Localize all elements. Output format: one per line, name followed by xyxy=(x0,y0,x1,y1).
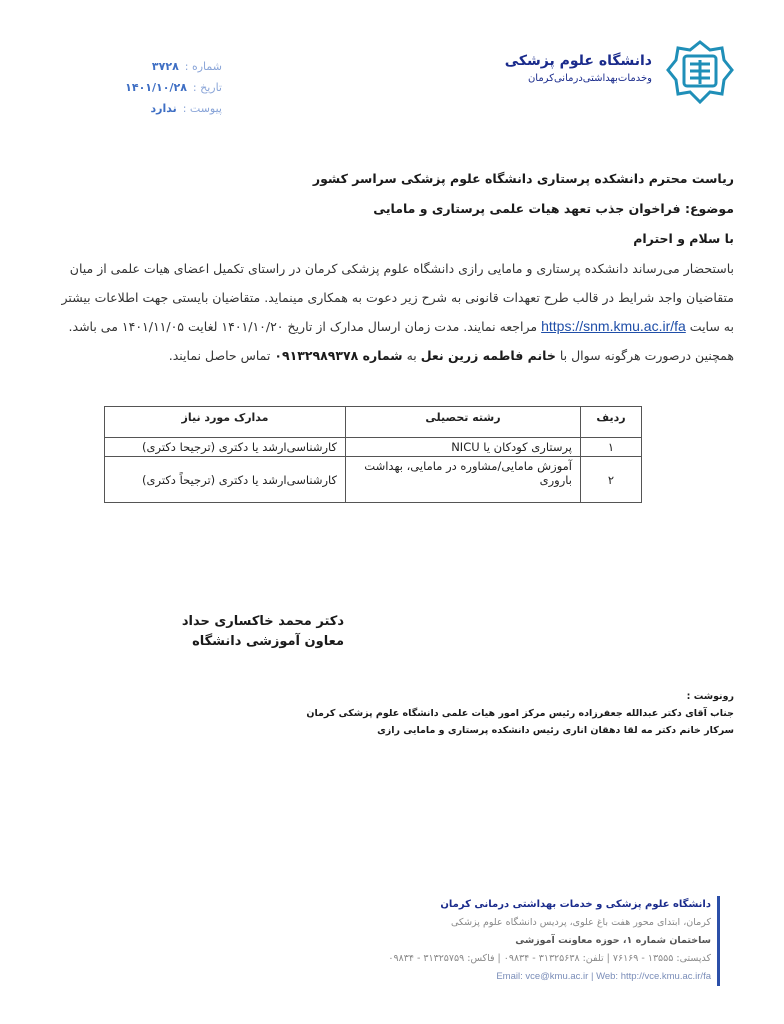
number-row xyxy=(112,56,222,77)
footer-building: ساختمان شماره ۱، حوزه معاونت آموزشی xyxy=(515,935,711,946)
cc-line: سرکار خانم دکتر مه لقا دهقان اناری رئیس دانشکده پرستاری و مامایی رازی xyxy=(377,725,734,736)
header-documents: مدارک مورد نیاز xyxy=(105,407,346,438)
signatory-name: دکتر محمد خاکساری حداد xyxy=(181,614,344,629)
footer xyxy=(388,896,720,986)
footer-web[interactable]: Email: vce@kmu.ac.ir | Web: http://vce.kmu.ac.ir/fa xyxy=(496,971,711,982)
row-index: ۲ xyxy=(581,457,642,503)
header-field: رشته تحصیلی xyxy=(346,407,581,438)
paragraph-part-2: مراجعه نمایند. مدت زمان ارسال مدارک از تاریخ ۱۴۰۱/۱۰/۲۰ لغایت ۱۴۰۱/۱۱/۰۵ می باشد. همچنین درصورت هرگونه سوال با xyxy=(68,319,734,363)
carbon-copy xyxy=(306,688,734,739)
letter-paragraph xyxy=(48,254,734,370)
attachment-value: ندارد xyxy=(150,102,177,115)
table-header-row xyxy=(105,407,642,438)
row-index: ۱ xyxy=(581,438,642,457)
recipient: ریاست محترم دانشکده پرستاری دانشگاه علوم پزشکی سراسر کشور xyxy=(312,171,734,186)
footer-title: دانشگاه علوم پزشکی و خدمات بهداشتی درمانی کرمان xyxy=(440,899,711,910)
date-label: تاریخ : xyxy=(192,81,222,94)
university-name: دانشگاه علوم پزشکی xyxy=(504,53,652,69)
letter-meta xyxy=(112,56,222,119)
subject: موضوع: فراخوان جذب تعهد هیات علمی پرستاری و مامایی xyxy=(373,201,734,216)
date-value: ۱۴۰۱/۱۰/۲۸ xyxy=(125,81,187,94)
paragraph-end: تماس حاصل نمایند. xyxy=(168,348,271,363)
website-link[interactable]: https://snm.kmu.ac.ir/fa xyxy=(541,318,686,334)
date-row xyxy=(112,77,222,98)
footer-address: کرمان، ابتدای محور هفت باغ علوی، پردیس دانشگاه علوم پزشکی xyxy=(450,917,711,928)
table-row xyxy=(105,457,642,503)
contact-phone: شماره ۰۹۱۳۲۹۸۹۳۷۸ xyxy=(274,348,403,363)
signatory-title: معاون آموزشی دانشگاه xyxy=(192,634,344,649)
contact-name: خانم فاطمه زرین نعل xyxy=(420,348,556,363)
university-subtitle: وخدمات‌بهداشتی‌درمانی‌کرمان xyxy=(527,73,652,84)
row-documents: کارشناسی‌ارشد یا دکتری (ترجیحاً دکتری) xyxy=(105,457,346,503)
attachment-row xyxy=(112,98,222,119)
footer-contacts: کدپستی: ۱۳۵۵۵ - ۷۶۱۶۹ | تلفن: ۳۱۳۲۵۶۳۸ - ۰۹۸۳۴ | فاکس: ۳۱۳۲۵۷۵۹ - ۰۹۸۳۴ xyxy=(388,953,711,964)
paragraph-part-1: باستحضار می‌رساند دانشکده پرستاری و مامایی رازی دانشگاه علوم پزشکی کرمان در راستای تکمیل اعضای هیات علمی از میان متقاضیان واجد شرایط در قالب طرح تعهدات قانونی به شرح زیر دعوت به همکاری مینماید. متقاضیان بایستی جهت اطلاعات بیشتر به سایت xyxy=(61,261,734,334)
requirements-table xyxy=(104,406,642,503)
number-label: شماره : xyxy=(184,60,222,73)
contact-mid: به xyxy=(406,348,417,363)
signature-block xyxy=(182,612,344,652)
greeting: با سلام و احترام xyxy=(633,231,734,246)
attachment-label: پیوست : xyxy=(182,102,222,115)
cc-heading: رونوشت : xyxy=(686,691,734,702)
row-field: آموزش مامایی/مشاوره در مامایی، بهداشت باروری xyxy=(346,457,581,503)
table-row xyxy=(105,438,642,457)
university-emblem-icon xyxy=(666,40,734,104)
header-index: ردیف xyxy=(581,407,642,438)
row-documents: کارشناسی‌ارشد یا دکتری (ترجیحا دکتری) xyxy=(105,438,346,457)
row-field: پرستاری کودکان یا NICU xyxy=(346,438,581,457)
cc-line: جناب آقای دکتر عبدالله جعفرزاده رئیس مرکز امور هیات علمی دانشگاه علوم پزشکی کرمان xyxy=(306,708,734,719)
number-value: ۳۷۲۸ xyxy=(151,60,179,73)
